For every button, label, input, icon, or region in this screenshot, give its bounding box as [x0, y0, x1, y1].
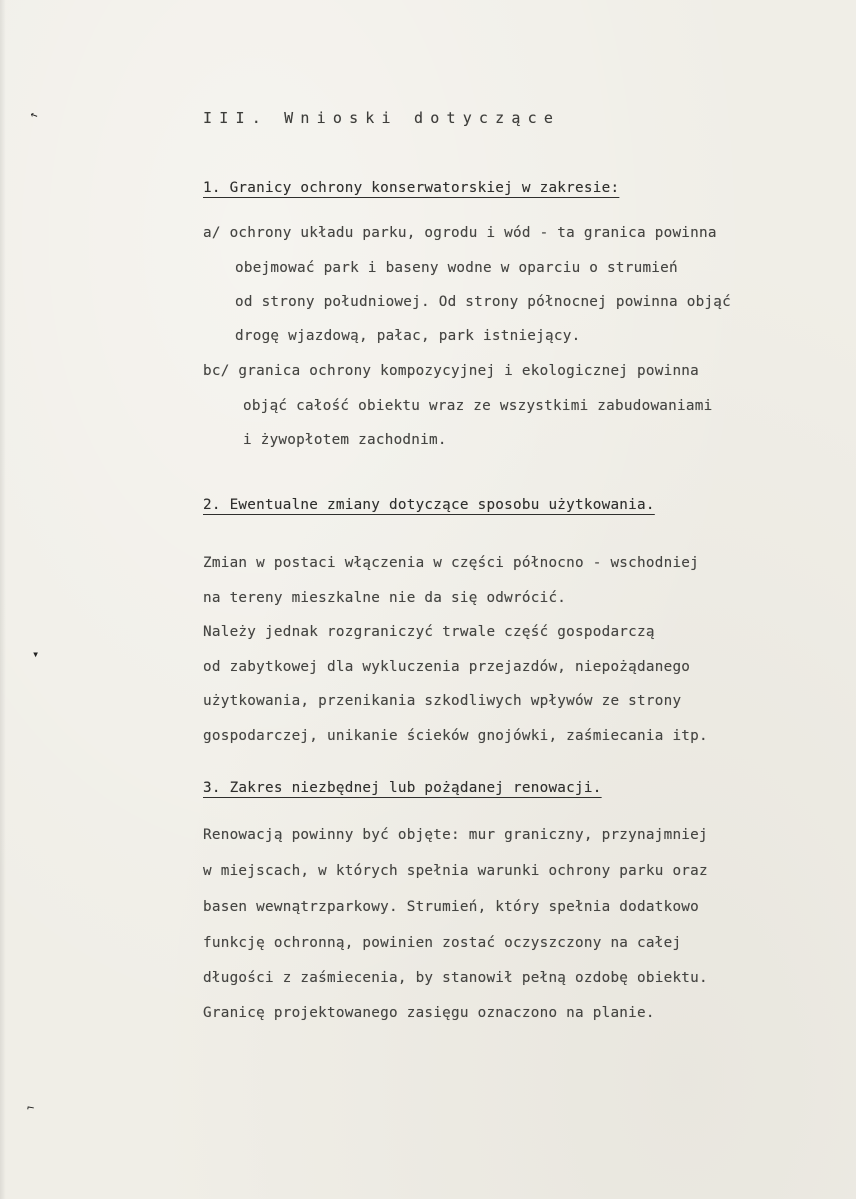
section-1-line-6: objąć całość obiektu wraz ze wszystkimi zabudowaniami: [243, 398, 713, 414]
section-2-line-3: Należy jednak rozgraniczyć trwale część gospodarczą: [203, 624, 655, 640]
section-3-title: 3. Zakres niezbędnej lub pożądanej renowacji.: [203, 780, 602, 796]
section-1-line-5: bc/ granica ochrony kompozycyjnej i ekologicznej powinna: [203, 363, 700, 379]
section-1-line-2: obejmować park i baseny wodne w oparciu o strumień: [235, 260, 678, 276]
section-2-line-2: na tereny mieszkalne nie da się odwrócić.: [203, 590, 567, 606]
section-2-line-5: użytkowania, przenikania szkodliwych wpływów ze strony: [203, 693, 682, 709]
margin-mark-top: ↖: [27, 106, 40, 122]
page-heading: III. Wnioski dotyczące: [203, 109, 561, 127]
section-3-line-1: Renowacją powinny być objęte: mur graniczny, przynajmniej: [203, 827, 708, 843]
section-1-line-7: i żywopłotem zachodnim.: [243, 432, 447, 448]
section-1-title: 1. Granicy ochrony konserwatorskiej w zakresie:: [203, 180, 620, 196]
margin-mark-bottom: ⌐: [25, 1100, 36, 1116]
section-2-line-6: gospodarczej, unikanie ścieków gnojówki, zaśmiecania itp.: [203, 728, 708, 744]
margin-mark-middle: ▾: [32, 647, 40, 661]
section-3-line-4: funkcję ochronną, powinien zostać oczyszczony na całej: [203, 935, 682, 951]
section-2-line-4: od zabytkowej dla wykluczenia przejazdów, niepożądanego: [203, 659, 691, 675]
section-1-line-4: drogę wjazdową, pałac, park istniejący.: [235, 328, 581, 344]
section-3-line-2: w miejscach, w których spełnia warunki ochrony parku oraz: [203, 863, 708, 879]
section-2-line-1: Zmian w postaci włączenia w części północno - wschodniej: [203, 555, 700, 571]
page-edge-shadow: [0, 0, 6, 1199]
section-1-line-3: od strony południowej. Od strony północnej powinna objąć: [235, 294, 732, 310]
section-3-line-6: Granicę projektowanego zasięgu oznaczono na planie.: [203, 1005, 655, 1021]
section-2-title: 2. Ewentualne zmiany dotyczące sposobu użytkowania.: [203, 497, 655, 513]
section-3-line-5: długości z zaśmiecenia, by stanowił pełną ozdobę obiektu.: [203, 970, 708, 986]
section-1-line-1: a/ ochrony układu parku, ogrodu i wód - ta granica powinna: [203, 225, 717, 241]
section-3-line-3: basen wewnątrzparkowy. Strumień, który spełnia dodatkowo: [203, 899, 700, 915]
